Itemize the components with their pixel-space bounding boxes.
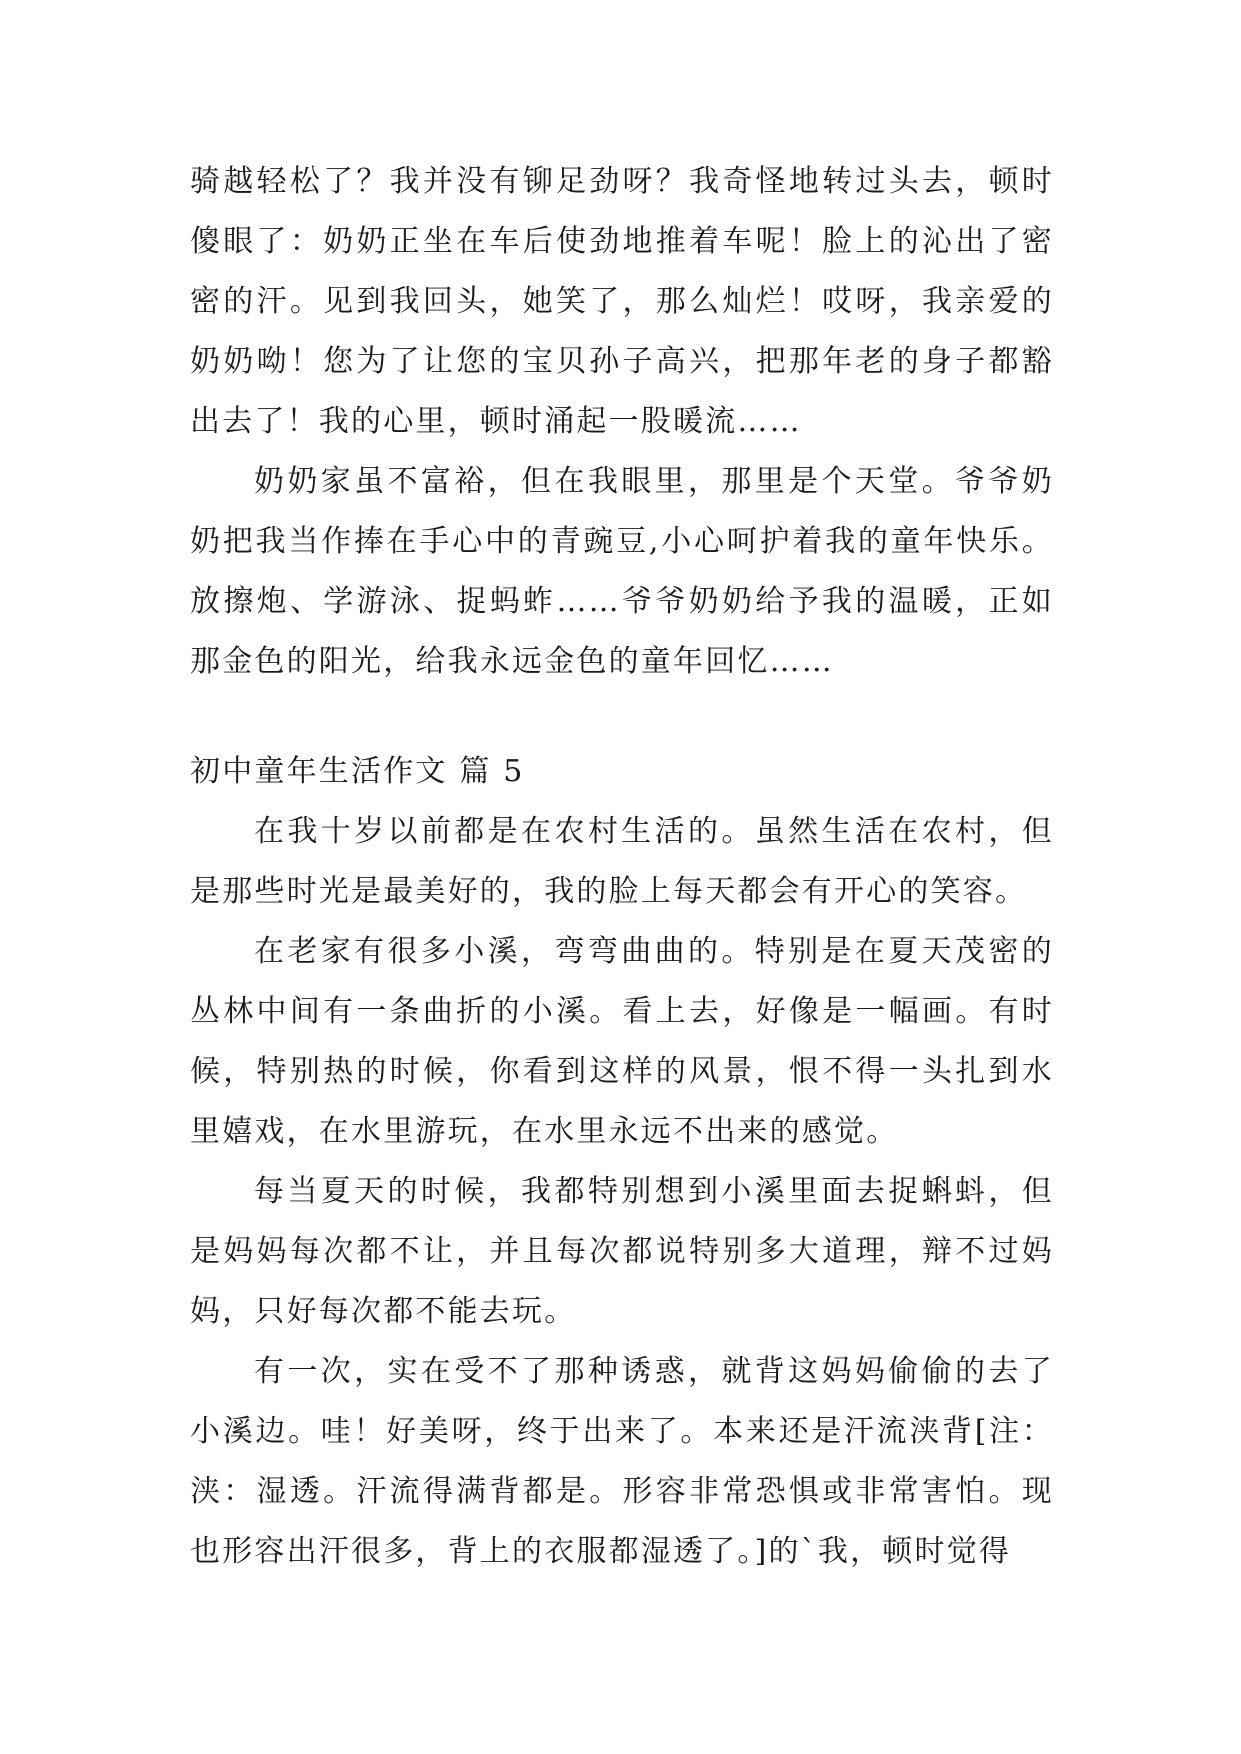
paragraph-tadpoles: 每当夏天的时候，我都特别想到小溪里面去捉蝌蚪，但是妈妈每次都不让，并且每次都说特别多大道理，辩不过妈妈，只好每次都不能去玩。	[190, 1174, 1054, 1329]
section-b-text	[190, 802, 1054, 1582]
paragraph-village-life: 在我十岁以前都是在农村生活的。虽然生活在农村，但是那些时光是最美好的，我的脸上每天都会有开心的笑容。	[190, 814, 1054, 909]
paragraph-streams: 在老家有很多小溪，弯弯曲曲的。特别是在夏天茂密的丛林中间有一条曲折的小溪。看上去，好像是一幅画。有时候，特别热的时候，你看到这样的风景，恨不得一头扎到水里嬉戏，在水里游玩，在水里永远不出来的感觉。	[190, 934, 1054, 1149]
paragraph-grandparents-home: 奶奶家虽不富裕，但在我眼里，那里是个天堂。爷爷奶奶把我当作捧在手心中的青豌豆,小心呵护着我的童年快乐。放擦炮、学游泳、捉蚂蚱……爷爷奶奶给予我的温暖，正如那金色的阳光，给我永远金色的童年回忆……	[190, 464, 1054, 679]
paragraph-sneak-out: 有一次，实在受不了那种诱惑，就背这妈妈偷偷的去了小溪边。哇！好美呀，终于出来了。本来还是汗流浃背[注：浃：湿透。汗流得满背都是。形容非常恐惧或非常害怕。现也形容出汗很多，背上的衣服都湿透了。]的`我，顿时觉得	[190, 1354, 1054, 1569]
essay-heading: 初中童年生活作文 篇 5	[190, 754, 525, 789]
section-a-text	[190, 152, 1054, 692]
paragraph-grandma-pushing: 骑越轻松了？我并没有铆足劲呀？我奇怪地转过头去，顿时傻眼了：奶奶正坐在车后使劲地推着车呢！脸上的沁出了密密的汗。见到我回头，她笑了，那么灿烂！哎呀，我亲爱的奶奶呦！您为了让您的宝贝孙子高兴，把那年老的身子都豁出去了！我的心里，顿时涌起一股暖流……	[190, 164, 1054, 439]
